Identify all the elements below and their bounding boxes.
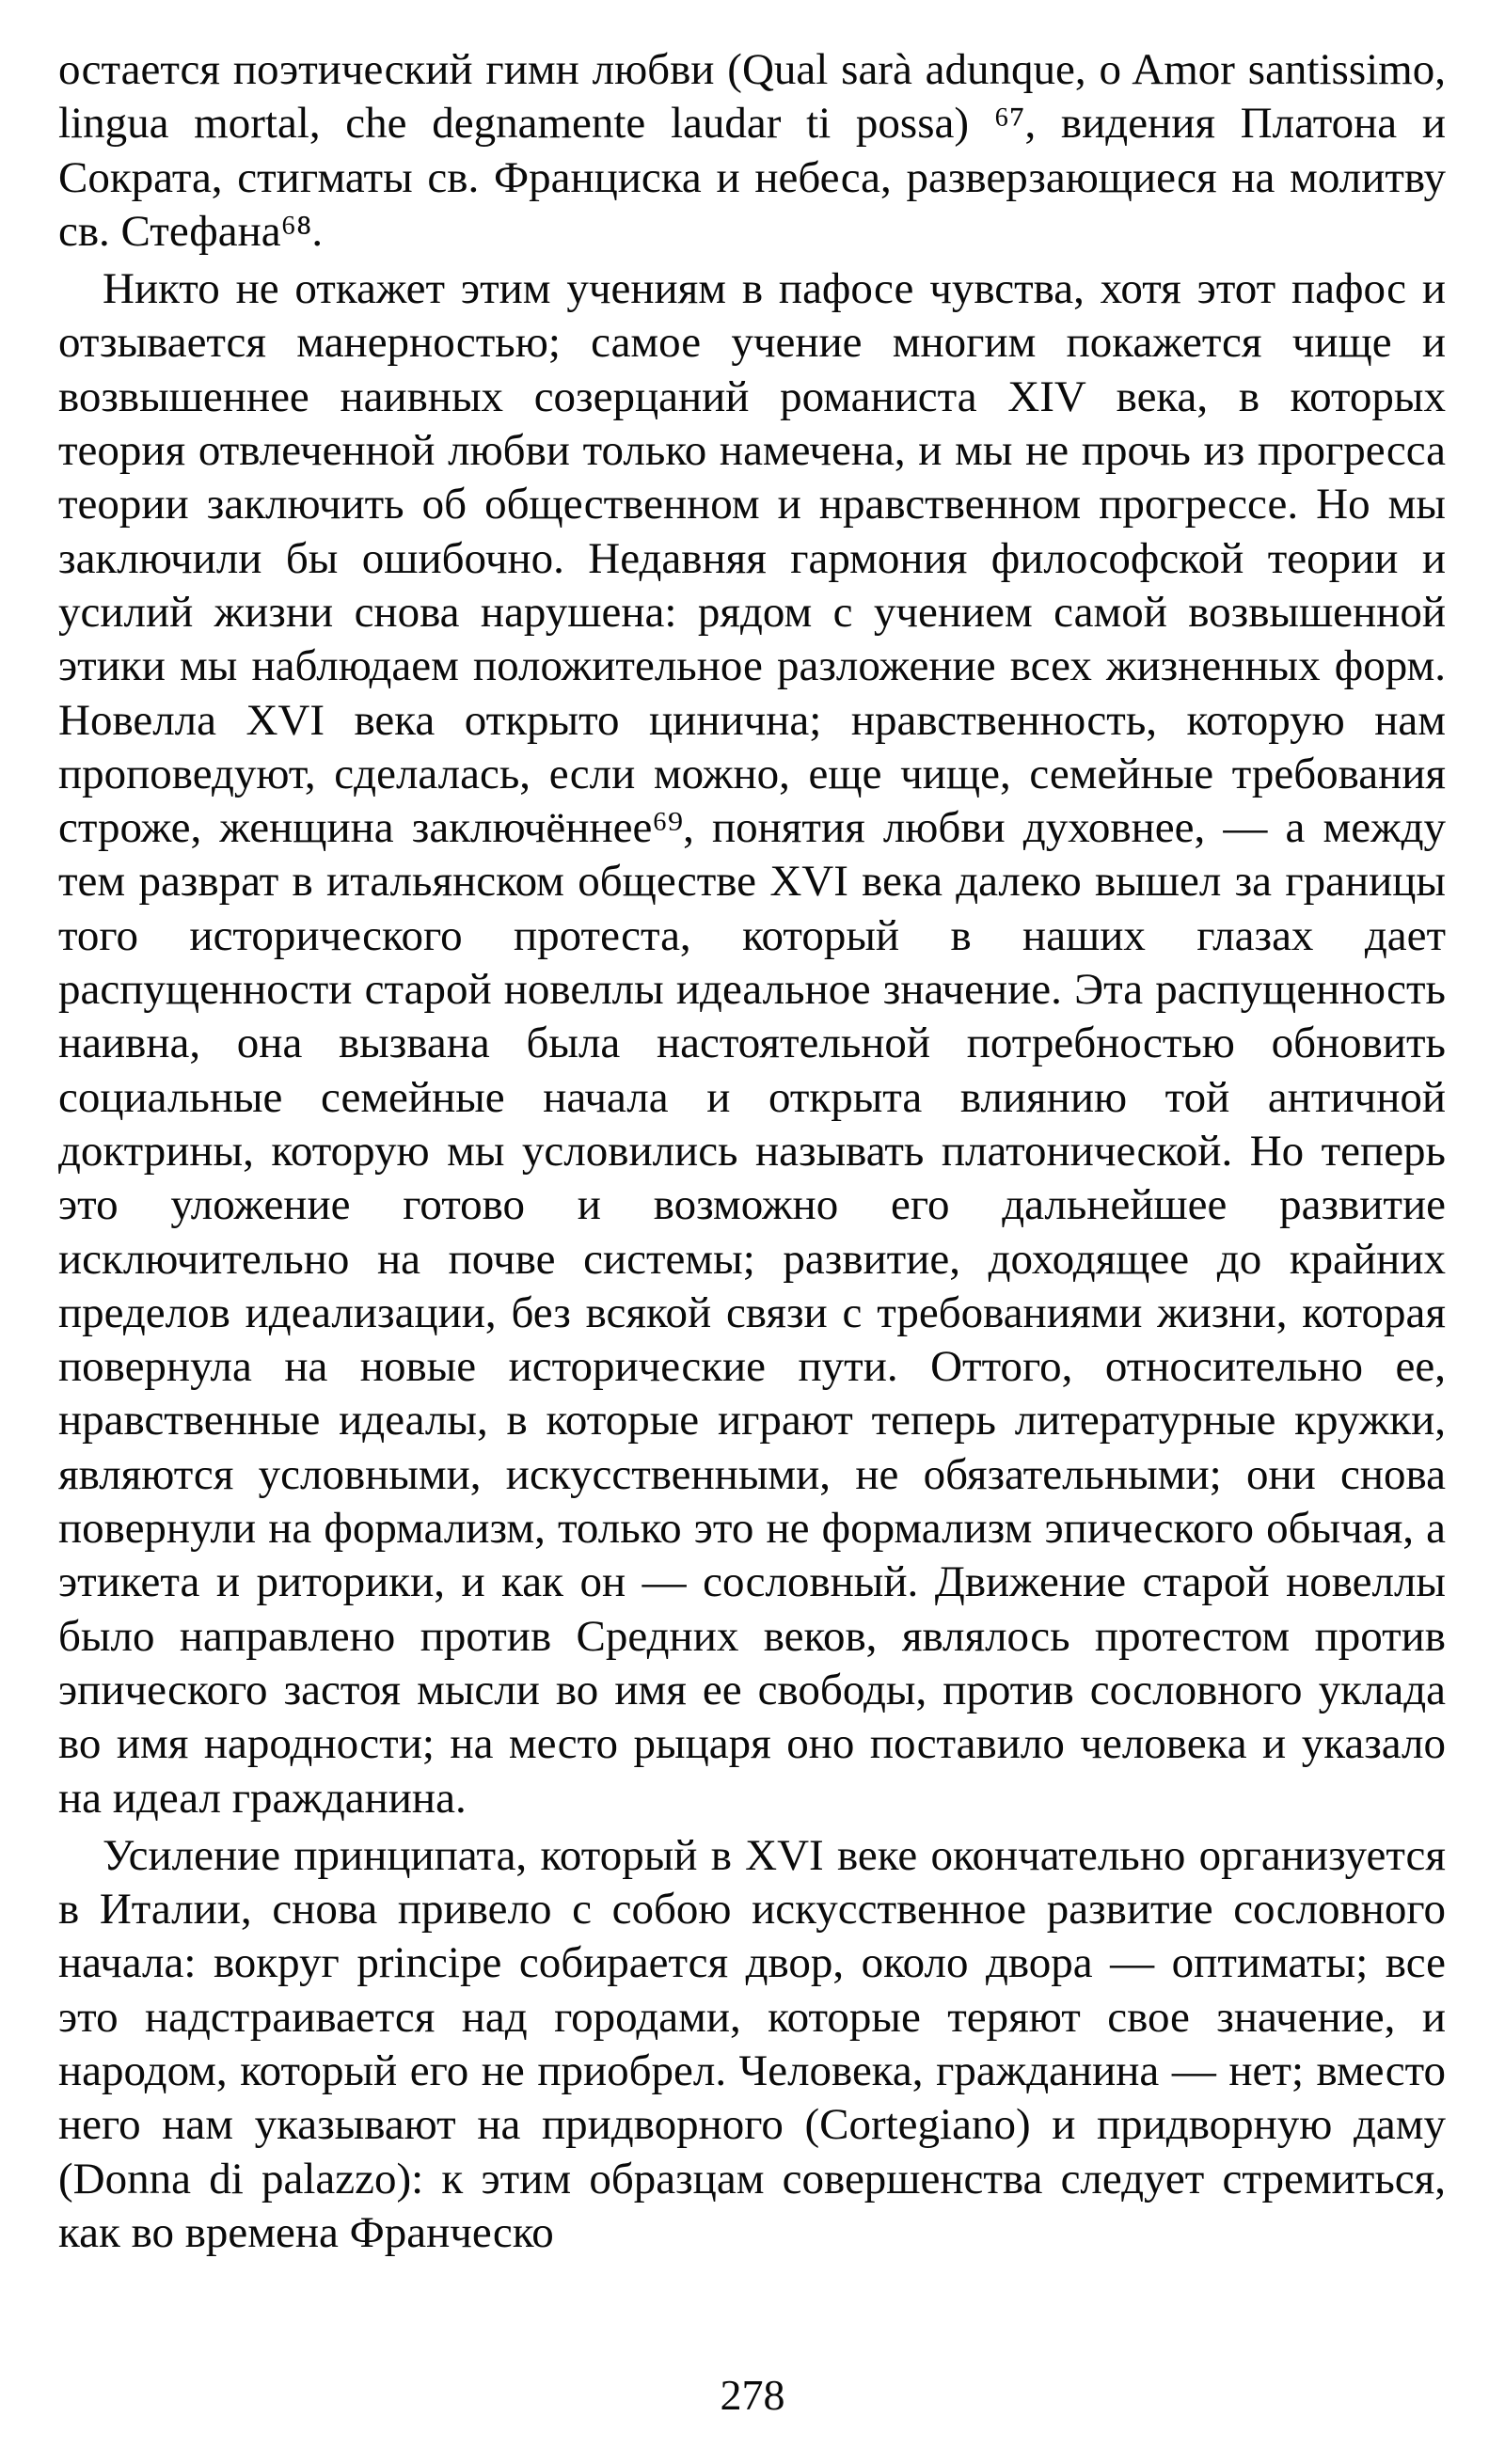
paragraph-1: остается поэтический гимн любви (Qual sarà adunque, o Amor santissimo, lingua mortal, che degnamente laudar ti possa) ⁶⁷, видения Платона и Сократа, стигматы св. Франциска и небеса, разверзающиеся на молитву св. Стефана⁶⁸. <box>58 45 1446 256</box>
page-number: 278 <box>720 2371 785 2419</box>
page-body <box>58 43 1446 2260</box>
paragraph-2: Никто не откажет этим учениям в пафосе чувства, хотя этот пафос и отзывается манерностью; самое учение многим покажется чище и возвышеннее наивных созерцаний романиста XIV века, в которых теория отвлеченной любви только намечена, и мы не прочь из прогресса теории заключить об общественном и нравственном прогрессе. Но мы заключили бы ошибочно. Недавняя гармония философской теории и усилий жизни снова нарушена: рядом с учением самой возвышенной этики мы наблюдаем положительное разложение всех жизненных форм. Новелла XVI века открыто цинична; нравственность, которую нам проповедуют, сделалась, если можно, еще чище, семейные требования строже, женщина заключённее⁶⁹, понятия любви духовнее, — а между тем разврат в итальянском обществе XVI века далеко вышел за границы того исторического протеста, который в наших глазах дает распущенности старой новеллы идеальное значение. Эта распущенность наивна, она вызвана была настоятельной потребностью обновить социальные семейные начала и открыта влиянию той античной доктрины, которую мы условились называть платонической. Но теперь это уложение готово и возможно его дальнейшее развитие исключительно на почве системы; развитие, доходящее до крайних пределов идеализации, без всякой связи с требованиями жизни, которая повернула на новые исторические пути. Оттого, относительно ее, нравственные идеалы, в которые играют теперь литературные кружки, являются условными, искусственными, не обязательными; они снова повернули на формализм, только это не формализм эпического обычая, а этикета и риторики, и как он — сословный. Движение старой новеллы было направлено против Средних веков, являлось протестом против эпического застоя мысли во имя ее свободы, против сословного уклада во имя народности; на место рыцаря оно поставило человека и указало на идеал гражданина. <box>58 264 1446 1823</box>
paragraph-3: Усиление принципата, который в XVI веке окончательно организуется в Италии, снова привело с собою искусственное развитие сословного начала: вокруг principe собирается двор, около двора — оптиматы; все это надстраивается над городами, которые теряют свое значение, и народом, который его не приобрел. Человека, гражданина — нет; вместо него нам указывают на придворного (Cortegiano) и придворную даму (Donna di palazzo): к этим образцам совершенства следует стремиться, как во времена Франческо <box>58 1830 1446 2257</box>
